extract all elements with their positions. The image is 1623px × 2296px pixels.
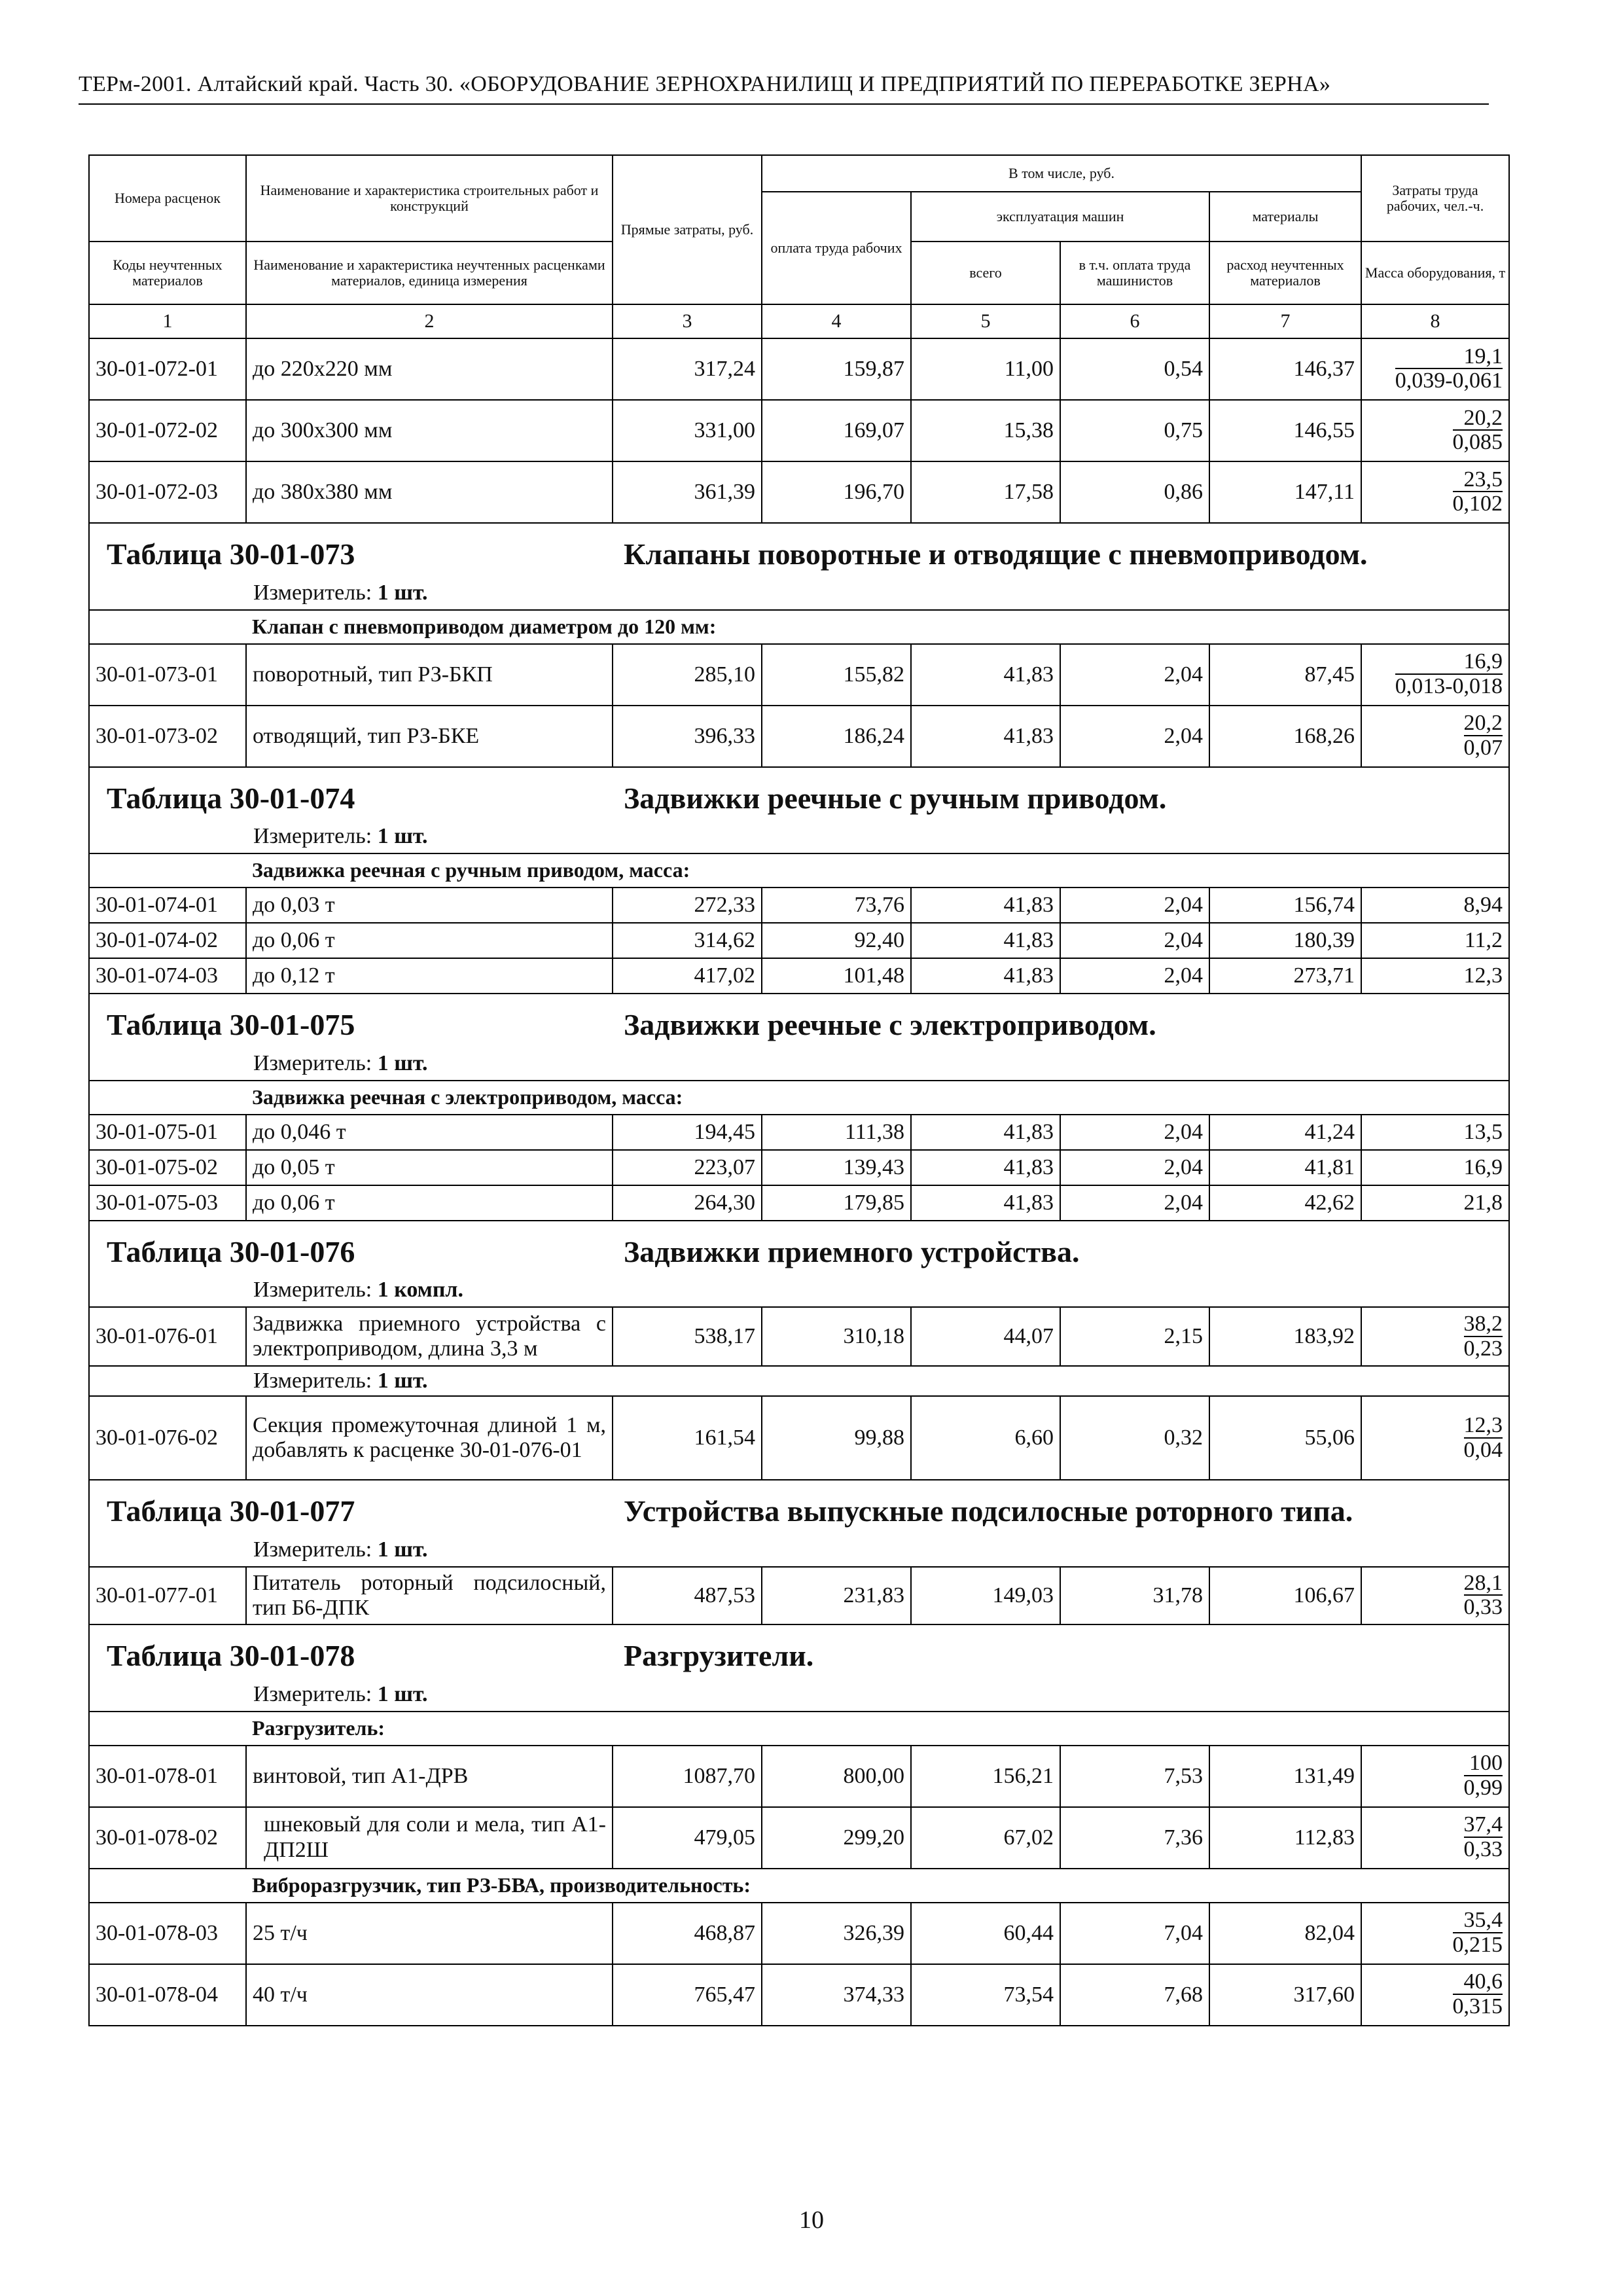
driver-pay: 0,54 xyxy=(1060,338,1209,400)
col-codes: Коды неучтенных материалов xyxy=(89,242,246,304)
equipment-mass: 0,33 xyxy=(1463,1837,1503,1861)
labor-hours: 20,2 xyxy=(1463,711,1503,736)
labor-mass-fraction xyxy=(1361,1567,1509,1624)
materials-cost: 42,62 xyxy=(1209,1185,1361,1221)
rate-code: 30-01-078-04 xyxy=(89,1964,246,2026)
table-row xyxy=(89,1150,1509,1185)
machine-cost: 156,21 xyxy=(911,1746,1060,1807)
col-index-6: 6 xyxy=(1060,304,1209,338)
driver-pay: 2,04 xyxy=(1060,1185,1209,1221)
subheader-row xyxy=(89,1081,1509,1115)
labor-hours: 100 xyxy=(1469,1751,1503,1776)
rate-code: 30-01-078-02 xyxy=(89,1807,246,1869)
col-index-3: 3 xyxy=(613,304,762,338)
labor-hours: 23,5 xyxy=(1463,467,1503,492)
labor-pay: 139,43 xyxy=(762,1150,911,1185)
materials-cost: 106,67 xyxy=(1209,1567,1361,1624)
equipment-mass: 0,039-0,061 xyxy=(1395,368,1503,393)
col-name-mat: Наименование и характеристика неучтенных расценками материалов, единица измерения xyxy=(246,242,613,304)
direct-cost: 396,33 xyxy=(613,706,762,767)
table-row xyxy=(89,958,1509,994)
measure-row xyxy=(89,1366,1509,1396)
col-name-work: Наименование и характеристика строительных работ и конструкций xyxy=(246,155,613,242)
rate-code: 30-01-078-01 xyxy=(89,1746,246,1807)
table-title-074 xyxy=(89,767,1509,854)
machine-cost: 60,44 xyxy=(911,1903,1060,1964)
rate-code: 30-01-076-01 xyxy=(89,1307,246,1366)
table-caption: Клапаны поворотные и отводящие с пневмоприводом. xyxy=(624,537,1368,571)
driver-pay: 2,04 xyxy=(1060,888,1209,923)
labor-pay: 299,20 xyxy=(762,1807,911,1869)
rate-name: Питатель роторный подсилосный, тип Б6-ДПК xyxy=(246,1567,613,1624)
subheader-text: Задвижка реечная с ручным приводом, масса: xyxy=(246,853,1509,888)
col-labor-cost: Затраты труда рабочих, чел.-ч. xyxy=(1361,155,1509,242)
direct-cost: 1087,70 xyxy=(613,1746,762,1807)
driver-pay: 2,04 xyxy=(1060,706,1209,767)
driver-pay: 2,04 xyxy=(1060,644,1209,706)
labor-hours: 40,6 xyxy=(1463,1969,1503,1994)
direct-cost: 272,33 xyxy=(613,888,762,923)
table-number: Таблица 30-01-077 xyxy=(107,1494,355,1528)
direct-cost: 765,47 xyxy=(613,1964,762,2026)
labor-pay: 326,39 xyxy=(762,1903,911,1964)
materials-cost: 317,60 xyxy=(1209,1964,1361,2026)
subheader-text: Виброразгрузчик, тип РЗ-БВА, производительность: xyxy=(246,1869,1509,1903)
labor-hours: 35,4 xyxy=(1463,1908,1503,1933)
labor-pay: 169,07 xyxy=(762,400,911,461)
driver-pay: 2,04 xyxy=(1060,1115,1209,1150)
materials-cost: 112,83 xyxy=(1209,1807,1361,1869)
labor-pay: 159,87 xyxy=(762,338,911,400)
page-number: 10 xyxy=(799,2206,824,2234)
table-row xyxy=(89,1185,1509,1221)
rate-name: до 0,06 т xyxy=(246,923,613,958)
labor-pay: 310,18 xyxy=(762,1307,911,1366)
machine-cost: 149,03 xyxy=(911,1567,1060,1624)
labor-hours: 38,2 xyxy=(1463,1311,1503,1336)
materials-cost: 87,45 xyxy=(1209,644,1361,706)
direct-cost: 361,39 xyxy=(613,461,762,523)
subheader-row xyxy=(89,1712,1509,1746)
rate-name: до 0,05 т xyxy=(246,1150,613,1185)
header-rule xyxy=(79,103,1489,105)
rate-name: шнековый для соли и мела, тип А1-ДП2Ш xyxy=(246,1807,613,1869)
driver-pay: 0,86 xyxy=(1060,461,1209,523)
rate-name: винтовой, тип А1-ДРВ xyxy=(246,1746,613,1807)
labor-mass-fraction xyxy=(1361,1964,1509,2026)
labor-hours: 20,2 xyxy=(1463,405,1503,430)
measure-unit: Измеритель: 1 шт. xyxy=(89,1366,1509,1396)
labor-pay: 155,82 xyxy=(762,644,911,706)
materials-cost: 168,26 xyxy=(1209,706,1361,767)
subheader-text: Разгрузитель: xyxy=(246,1712,1509,1746)
direct-cost: 417,02 xyxy=(613,958,762,994)
table-row xyxy=(89,1964,1509,2026)
materials-cost: 156,74 xyxy=(1209,888,1361,923)
table-caption: Задвижки приемного устройства. xyxy=(624,1234,1080,1268)
labor-pay: 73,76 xyxy=(762,888,911,923)
col-materials: материалы xyxy=(1209,192,1361,242)
equipment-mass: 0,33 xyxy=(1463,1595,1503,1620)
equipment-mass: 0,23 xyxy=(1463,1336,1503,1361)
driver-pay: 2,04 xyxy=(1060,1150,1209,1185)
rate-code: 30-01-073-02 xyxy=(89,706,246,767)
table-title-075 xyxy=(89,994,1509,1081)
col-num-rates: Номера расценок xyxy=(89,155,246,242)
rate-code: 30-01-078-03 xyxy=(89,1903,246,1964)
materials-cost: 131,49 xyxy=(1209,1746,1361,1807)
measure-unit: Измеритель: 1 шт. xyxy=(253,1537,428,1562)
rate-name: до 0,06 т xyxy=(246,1185,613,1221)
labor-hours: 12,3 xyxy=(1463,1412,1503,1437)
labor-hours: 28,1 xyxy=(1463,1570,1503,1595)
labor-hours: 37,4 xyxy=(1463,1812,1503,1837)
machine-cost: 41,83 xyxy=(911,1150,1060,1185)
table-caption: Устройства выпускные подсилосные роторного типа. xyxy=(624,1494,1353,1528)
rates-table xyxy=(88,154,1510,2026)
col-index-8: 8 xyxy=(1361,304,1509,338)
materials-cost: 183,92 xyxy=(1209,1307,1361,1366)
table-number: Таблица 30-01-075 xyxy=(107,1008,355,1042)
direct-cost: 487,53 xyxy=(613,1567,762,1624)
machine-cost: 73,54 xyxy=(911,1964,1060,2026)
table-row xyxy=(89,1903,1509,1964)
machine-cost: 41,83 xyxy=(911,706,1060,767)
table-row xyxy=(89,1807,1509,1869)
col-incl-drivers: в т.ч. оплата труда машинистов xyxy=(1060,242,1209,304)
materials-cost: 146,37 xyxy=(1209,338,1361,400)
rate-code: 30-01-074-01 xyxy=(89,888,246,923)
direct-cost: 479,05 xyxy=(613,1807,762,1869)
driver-pay: 2,04 xyxy=(1060,923,1209,958)
materials-cost: 55,06 xyxy=(1209,1396,1361,1480)
measure-unit: Измеритель: 1 компл. xyxy=(253,1278,464,1302)
labor-mass-fraction xyxy=(1361,644,1509,706)
rate-name: 25 т/ч xyxy=(246,1903,613,1964)
table-caption: Разгрузители. xyxy=(624,1638,814,1672)
materials-cost: 146,55 xyxy=(1209,400,1361,461)
driver-pay: 31,78 xyxy=(1060,1567,1209,1624)
labor-hours: 16,9 xyxy=(1463,649,1503,674)
table-title-076 xyxy=(89,1221,1509,1308)
labor-pay: 99,88 xyxy=(762,1396,911,1480)
table-row xyxy=(89,888,1509,923)
driver-pay: 0,32 xyxy=(1060,1396,1209,1480)
labor-hours: 13,5 xyxy=(1361,1115,1509,1150)
table-row xyxy=(89,1746,1509,1807)
materials-cost: 147,11 xyxy=(1209,461,1361,523)
labor-mass-fraction xyxy=(1361,1746,1509,1807)
col-index-5: 5 xyxy=(911,304,1060,338)
direct-cost: 468,87 xyxy=(613,1903,762,1964)
direct-cost: 161,54 xyxy=(613,1396,762,1480)
equipment-mass: 0,085 xyxy=(1452,430,1503,455)
table-number: Таблица 30-01-076 xyxy=(107,1234,355,1268)
machine-cost: 41,83 xyxy=(911,923,1060,958)
machine-cost: 67,02 xyxy=(911,1807,1060,1869)
materials-cost: 41,81 xyxy=(1209,1150,1361,1185)
materials-cost: 41,24 xyxy=(1209,1115,1361,1150)
materials-cost: 180,39 xyxy=(1209,923,1361,958)
col-labor-pay: оплата труда рабочих xyxy=(762,192,911,304)
labor-mass-fraction xyxy=(1361,400,1509,461)
machine-cost: 44,07 xyxy=(911,1307,1060,1366)
col-total: всего xyxy=(911,242,1060,304)
direct-cost: 223,07 xyxy=(613,1150,762,1185)
equipment-mass: 0,013-0,018 xyxy=(1395,673,1503,698)
measure-unit: Измеритель: 1 шт. xyxy=(253,1681,428,1706)
machine-cost: 15,38 xyxy=(911,400,1060,461)
equipment-mass: 0,99 xyxy=(1463,1775,1503,1800)
table-number: Таблица 30-01-074 xyxy=(107,781,355,815)
table-row xyxy=(89,1396,1509,1480)
rate-name: до 0,12 т xyxy=(246,958,613,994)
col-machines: эксплуатация машин xyxy=(911,192,1209,242)
subheader-text: Задвижка реечная с электроприводом, масса: xyxy=(246,1081,1509,1115)
table-number: Таблица 30-01-073 xyxy=(107,537,355,571)
subheader-row xyxy=(89,1869,1509,1903)
measure-unit: Измеритель: 1 шт. xyxy=(253,1050,428,1075)
rate-name: до 220х220 мм xyxy=(246,338,613,400)
rate-name: Секция промежуточная длиной 1 м, добавлять к расценке 30-01-076-01 xyxy=(246,1396,613,1480)
labor-mass-fraction xyxy=(1361,1307,1509,1366)
driver-pay: 7,04 xyxy=(1060,1903,1209,1964)
driver-pay: 0,75 xyxy=(1060,400,1209,461)
rate-code: 30-01-073-01 xyxy=(89,644,246,706)
table-caption: Задвижки реечные с ручным приводом. xyxy=(624,781,1167,815)
rate-name: до 0,046 т xyxy=(246,1115,613,1150)
labor-pay: 231,83 xyxy=(762,1567,911,1624)
machine-cost: 17,58 xyxy=(911,461,1060,523)
page-header: ТЕРм-2001. Алтайский край. Часть 30. «ОБОРУДОВАНИЕ ЗЕРНОХРАНИЛИЩ И ПРЕДПРИЯТИЙ ПО ПЕРЕРАБОТКЕ ЗЕРНА» xyxy=(79,72,1331,96)
labor-pay: 800,00 xyxy=(762,1746,911,1807)
driver-pay: 2,04 xyxy=(1060,958,1209,994)
rate-name: поворотный, тип РЗ-БКП xyxy=(246,644,613,706)
direct-cost: 285,10 xyxy=(613,644,762,706)
machine-cost: 41,83 xyxy=(911,888,1060,923)
machine-cost: 41,83 xyxy=(911,1115,1060,1150)
table-row xyxy=(89,1115,1509,1150)
table-row xyxy=(89,644,1509,706)
labor-mass-fraction xyxy=(1361,1807,1509,1869)
table-title-078 xyxy=(89,1624,1509,1712)
equipment-mass: 0,215 xyxy=(1452,1932,1503,1957)
rate-code: 30-01-075-01 xyxy=(89,1115,246,1150)
rate-code: 30-01-072-01 xyxy=(89,338,246,400)
labor-hours: 19,1 xyxy=(1463,344,1503,368)
col-unacc-mat: расход неучтенных материалов xyxy=(1209,242,1361,304)
machine-cost: 41,83 xyxy=(911,958,1060,994)
driver-pay: 2,15 xyxy=(1060,1307,1209,1366)
rate-code: 30-01-074-02 xyxy=(89,923,246,958)
rate-name: 40 т/ч xyxy=(246,1964,613,2026)
rate-name: Задвижка приемного устройства с электроприводом, длина 3,3 м xyxy=(246,1307,613,1366)
driver-pay: 7,68 xyxy=(1060,1964,1209,2026)
labor-mass-fraction xyxy=(1361,1903,1509,1964)
table-row xyxy=(89,923,1509,958)
rate-name: до 380х380 мм xyxy=(246,461,613,523)
direct-cost: 317,24 xyxy=(613,338,762,400)
table-title-073 xyxy=(89,523,1509,610)
rate-code: 30-01-075-02 xyxy=(89,1150,246,1185)
machine-cost: 6,60 xyxy=(911,1396,1060,1480)
table-caption: Задвижки реечные с электроприводом. xyxy=(624,1008,1156,1042)
equipment-mass: 0,315 xyxy=(1452,1994,1503,2018)
machine-cost: 41,83 xyxy=(911,1185,1060,1221)
rate-code: 30-01-072-02 xyxy=(89,400,246,461)
measure-unit: Измеритель: 1 шт. xyxy=(253,824,428,849)
labor-mass-fraction xyxy=(1361,461,1509,523)
labor-mass-fraction xyxy=(1361,338,1509,400)
rate-code: 30-01-074-03 xyxy=(89,958,246,994)
labor-pay: 179,85 xyxy=(762,1185,911,1221)
col-mass: Масса оборудования, т xyxy=(1361,242,1509,304)
labor-hours: 16,9 xyxy=(1361,1150,1509,1185)
direct-cost: 194,45 xyxy=(613,1115,762,1150)
col-direct: Прямые затраты, руб. xyxy=(613,155,762,304)
col-index-4: 4 xyxy=(762,304,911,338)
labor-pay: 374,33 xyxy=(762,1964,911,2026)
measure-unit: Измеритель: 1 шт. xyxy=(253,580,428,605)
rate-code: 30-01-072-03 xyxy=(89,461,246,523)
col-incl: В том числе, руб. xyxy=(762,155,1361,192)
labor-hours: 12,3 xyxy=(1361,958,1509,994)
labor-pay: 186,24 xyxy=(762,706,911,767)
subheader-row xyxy=(89,610,1509,644)
rate-name: до 0,03 т xyxy=(246,888,613,923)
direct-cost: 264,30 xyxy=(613,1185,762,1221)
col-index-1: 1 xyxy=(89,304,246,338)
table-row xyxy=(89,706,1509,767)
table-row xyxy=(89,400,1509,461)
table-header xyxy=(89,155,1509,338)
driver-pay: 7,53 xyxy=(1060,1746,1209,1807)
equipment-mass: 0,102 xyxy=(1452,492,1503,516)
rate-name: отводящий, тип РЗ-БКЕ xyxy=(246,706,613,767)
equipment-mass: 0,04 xyxy=(1463,1437,1503,1462)
rate-code: 30-01-077-01 xyxy=(89,1567,246,1624)
rate-code: 30-01-075-03 xyxy=(89,1185,246,1221)
labor-pay: 101,48 xyxy=(762,958,911,994)
driver-pay: 7,36 xyxy=(1060,1807,1209,1869)
col-index-7: 7 xyxy=(1209,304,1361,338)
table-number: Таблица 30-01-078 xyxy=(107,1638,355,1672)
machine-cost: 11,00 xyxy=(911,338,1060,400)
subheader-row xyxy=(89,853,1509,888)
labor-pay: 111,38 xyxy=(762,1115,911,1150)
table-row xyxy=(89,461,1509,523)
labor-mass-fraction xyxy=(1361,706,1509,767)
materials-cost: 82,04 xyxy=(1209,1903,1361,1964)
direct-cost: 314,62 xyxy=(613,923,762,958)
labor-hours: 21,8 xyxy=(1361,1185,1509,1221)
labor-hours: 11,2 xyxy=(1361,923,1509,958)
materials-cost: 273,71 xyxy=(1209,958,1361,994)
col-index-2: 2 xyxy=(246,304,613,338)
table-title-077 xyxy=(89,1480,1509,1567)
direct-cost: 538,17 xyxy=(613,1307,762,1366)
table-row xyxy=(89,338,1509,400)
labor-pay: 196,70 xyxy=(762,461,911,523)
rate-code: 30-01-076-02 xyxy=(89,1396,246,1480)
labor-mass-fraction xyxy=(1361,1396,1509,1480)
labor-hours: 8,94 xyxy=(1361,888,1509,923)
table-row xyxy=(89,1567,1509,1624)
labor-pay: 92,40 xyxy=(762,923,911,958)
machine-cost: 41,83 xyxy=(911,644,1060,706)
direct-cost: 331,00 xyxy=(613,400,762,461)
equipment-mass: 0,07 xyxy=(1463,735,1503,760)
rate-name: до 300х300 мм xyxy=(246,400,613,461)
subheader-text: Клапан с пневмоприводом диаметром до 120 мм: xyxy=(246,610,1509,644)
table-row xyxy=(89,1307,1509,1366)
